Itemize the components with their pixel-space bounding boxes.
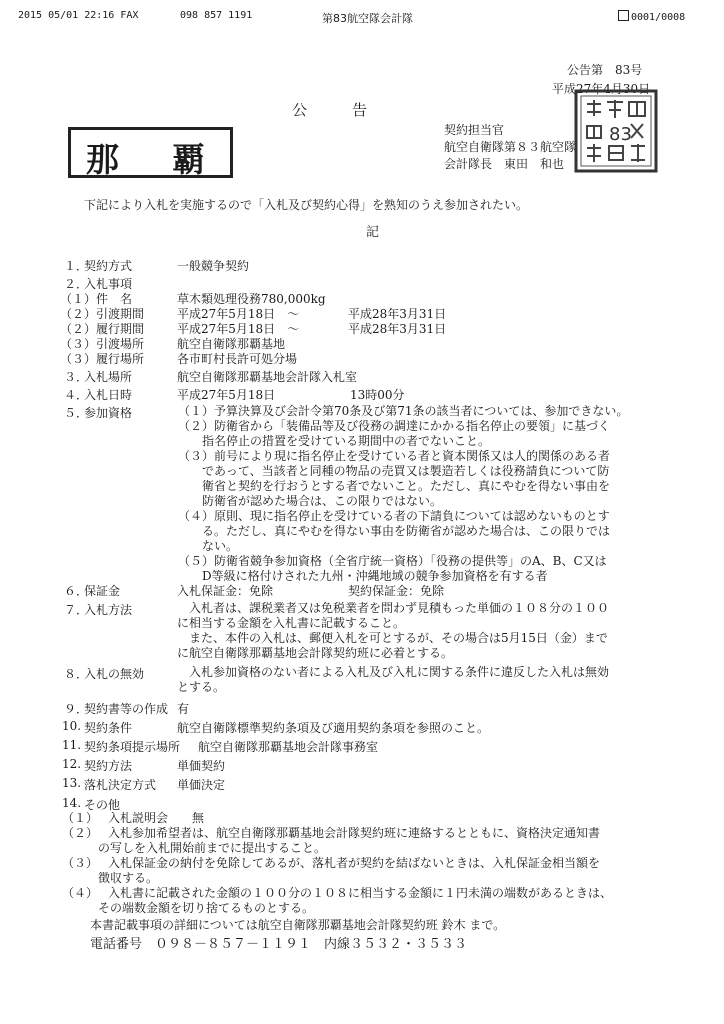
item-2-4-no: （３）: [60, 337, 97, 351]
qualification-2-cont: 指名停止の措置を受けている期間中の者でないこと。: [202, 434, 491, 448]
issuer-name: 会計隊長 東田 和也: [444, 157, 565, 171]
other-3-cont: 徴収する。: [98, 871, 159, 885]
fax-icon: [618, 10, 629, 21]
item-7-no: ７．: [64, 603, 89, 617]
qualification-1: （１）予算決算及び会計令第70条及び第71条の該当者については、参加できない。: [178, 404, 629, 418]
item-1-no: １．: [64, 259, 89, 273]
item-14-no: 14.: [62, 796, 82, 810]
item-5-no: ５．: [64, 406, 89, 420]
item-6-no: ６．: [64, 584, 89, 598]
bid-method-text: [177, 601, 609, 661]
item-3-no: ３．: [64, 370, 89, 384]
intro-text: 下記により入札を実施するので「入札及び契約心得」を熟知のうえ参加されたい。: [84, 198, 529, 212]
item-2-2-to: 平成28年3月31日: [348, 307, 447, 321]
item-11-label: 契約条項提示場所: [84, 740, 181, 754]
item-2-3-to: 平成28年3月31日: [348, 322, 447, 336]
location-stamp: [68, 127, 233, 178]
item-4-no: ４．: [64, 388, 89, 402]
item-11-value: 航空自衛隊那覇基地会計隊事務室: [198, 740, 379, 754]
item-13-label: 落札決定方式: [84, 778, 157, 792]
other-2-cont: の写しを入札開始前までに提出すること。: [98, 841, 327, 855]
item-5-label: 参加資格: [84, 406, 133, 420]
item-4-value: 平成27年5月18日: [177, 388, 276, 402]
issuer-unit: 航空自衛隊第８３航空隊: [444, 140, 577, 154]
item-2-3-no: （２）: [60, 322, 97, 336]
bid-method-line-4: に航空自衛隊那覇基地会計隊契約班に必着とする。: [177, 646, 454, 660]
fax-page: 0001/0008: [618, 10, 685, 23]
item-6-label: 保証金: [84, 584, 121, 598]
item-2-1-value: 草木類処理役務780,000kg: [177, 292, 326, 306]
qualification-3-cont-1: であって、当該者と同種の物品の売買又は製造若しくは役務請負について防: [202, 464, 610, 478]
page-title: 公 告: [292, 101, 368, 119]
other-1: （１） 入札説明会 無: [62, 811, 205, 825]
item-8-no: ８．: [64, 667, 89, 681]
item-1-label: 契約方式: [84, 259, 133, 273]
others-list: [62, 811, 612, 916]
item-7-label: 入札方法: [84, 603, 133, 617]
item-6-bid: 入札保証金：免除: [177, 584, 274, 598]
item-12-no: 12.: [62, 757, 82, 771]
item-10-label: 契約条件: [84, 721, 133, 735]
item-9-value: 有: [177, 702, 190, 716]
item-14-label: その他: [84, 798, 121, 812]
item-4-time: 13時00分: [350, 388, 405, 402]
item-6-contract: 契約保証金：免除: [348, 584, 445, 598]
item-12-label: 契約方法: [84, 759, 133, 773]
item-2-3-from: 平成27年5月18日 ～: [177, 322, 300, 336]
issuer-title: 契約担当官: [444, 123, 505, 137]
item-2-3-label: 履行期間: [96, 322, 145, 336]
item-11-no: 11.: [62, 738, 82, 752]
item-8-label: 入札の無効: [84, 667, 145, 681]
invalid-line-2: とする。: [177, 680, 226, 694]
item-2-5-value: 各市町村長許可処分場: [177, 352, 298, 366]
qualification-list: [178, 404, 628, 584]
other-2: （２） 入札参加希望者は、航空自衛隊那覇基地会計隊契約班に連絡するとともに、資格決定通知書: [62, 826, 601, 840]
contact-phone: 電話番号 ０９８－８５７－１１９１ 内線３５３２・３５３３: [90, 937, 468, 952]
item-2-5-label: 履行場所: [96, 352, 145, 366]
fax-sender: 第83航空隊会計隊: [322, 12, 413, 25]
item-2-1-no: （１）: [60, 292, 97, 306]
qualification-4: （４）原則、現に指名停止を受けている者の下請負については認めないものとす: [178, 509, 610, 523]
item-12-value: 単価契約: [177, 759, 226, 773]
item-3-label: 入札場所: [84, 370, 133, 384]
official-seal-icon: [573, 88, 659, 174]
item-2-no: ２．: [64, 277, 89, 291]
invalid-text: [177, 665, 609, 695]
fax-number: 098 857 1191: [180, 10, 253, 21]
bid-method-line-3: また、本件の入札は、郵便入札を可とするが、その場合は5月15日（金）まで: [189, 631, 608, 645]
bid-method-line-1: 入札者は、課税業者又は免税業者を問わず見積もった単価の１０８分の１００: [189, 601, 610, 615]
qualification-3-cont-2: 衛省と契約を行おうとする者でないこと。ただし、真にやむを得ない事由を: [202, 479, 611, 493]
qualification-2: （２）防衛省から「装備品等及び役務の調達にかかる指名停止の要領」に基づく: [178, 419, 611, 433]
fax-datetime: 2015 05/01 22:16 FAX: [18, 10, 139, 21]
item-3-value: 航空自衛隊那覇基地会計隊入札室: [177, 370, 358, 384]
item-4-label: 入札日時: [84, 388, 133, 402]
other-3: （３） 入札保証金の納付を免除してあるが、落札者が契約を結ばないときは、入札保証金相当額を: [62, 856, 601, 870]
qualification-5-cont: D等級に格付けされた九州・沖縄地域の競争参加資格を有する者: [202, 569, 548, 583]
item-2-2-label: 引渡期間: [96, 307, 145, 321]
qualification-4-cont-2: ない。: [202, 539, 239, 553]
item-2-4-value: 航空自衛隊那覇基地: [177, 337, 286, 351]
item-2-label: 入札事項: [84, 277, 133, 291]
item-2-2-no: （２）: [60, 307, 97, 321]
item-1-value: 一般競争契約: [177, 259, 250, 273]
location-stamp-text: 那 覇: [86, 140, 215, 179]
qualification-4-cont-1: る。ただし、真にやむを得ない事由を防衛省が認めた場合は、この限りでは: [202, 524, 611, 538]
qualification-3: （３）前号により現に指名停止を受けている者と資本関係又は人的関係のある者: [178, 449, 611, 463]
item-10-no: 10.: [62, 719, 82, 733]
item-2-5-no: （３）: [60, 352, 97, 366]
bid-method-line-2: に相当する金額を入札書に記載すること。: [177, 616, 406, 630]
item-10-value: 航空自衛隊標準契約条項及び適用契約条項を参照のこと。: [177, 721, 490, 735]
other-4-cont: その端数金額を切り捨てるものとする。: [98, 901, 315, 915]
item-9-label: 契約書等の作成: [84, 702, 169, 716]
other-4: （４） 入札書に記載された金額の１００分の１０８に相当する金額に１円未満の端数があるときは、: [62, 886, 613, 900]
item-9-no: ９．: [64, 702, 89, 716]
item-13-no: 13.: [62, 776, 82, 790]
item-2-1-label: 件 名: [96, 292, 133, 306]
item-13-value: 単価決定: [177, 778, 226, 792]
notice-number: 公告第 83号: [567, 63, 643, 77]
notice-date: 平成27年4月30日: [552, 82, 651, 96]
item-2-2-from: 平成27年5月18日 ～: [177, 307, 300, 321]
qualification-5: （５）防衛省競争参加資格（全省庁統一資格）「役務の提供等」のA、B、C又は: [178, 554, 607, 568]
invalid-line-1: 入札参加資格のない者による入札及び入札に関する条件に違反した入札は無効: [189, 665, 610, 679]
qualification-3-cont-3: 防衛省が認めた場合は、この限りではない。: [202, 494, 443, 508]
svg-text:83: 83: [609, 124, 632, 145]
item-2-4-label: 引渡場所: [96, 337, 145, 351]
ki-heading: 記: [366, 225, 380, 240]
contact-note: 本書記載事項の詳細については航空自衛隊那覇基地会計隊契約班 鈴木 まで。: [90, 918, 506, 932]
